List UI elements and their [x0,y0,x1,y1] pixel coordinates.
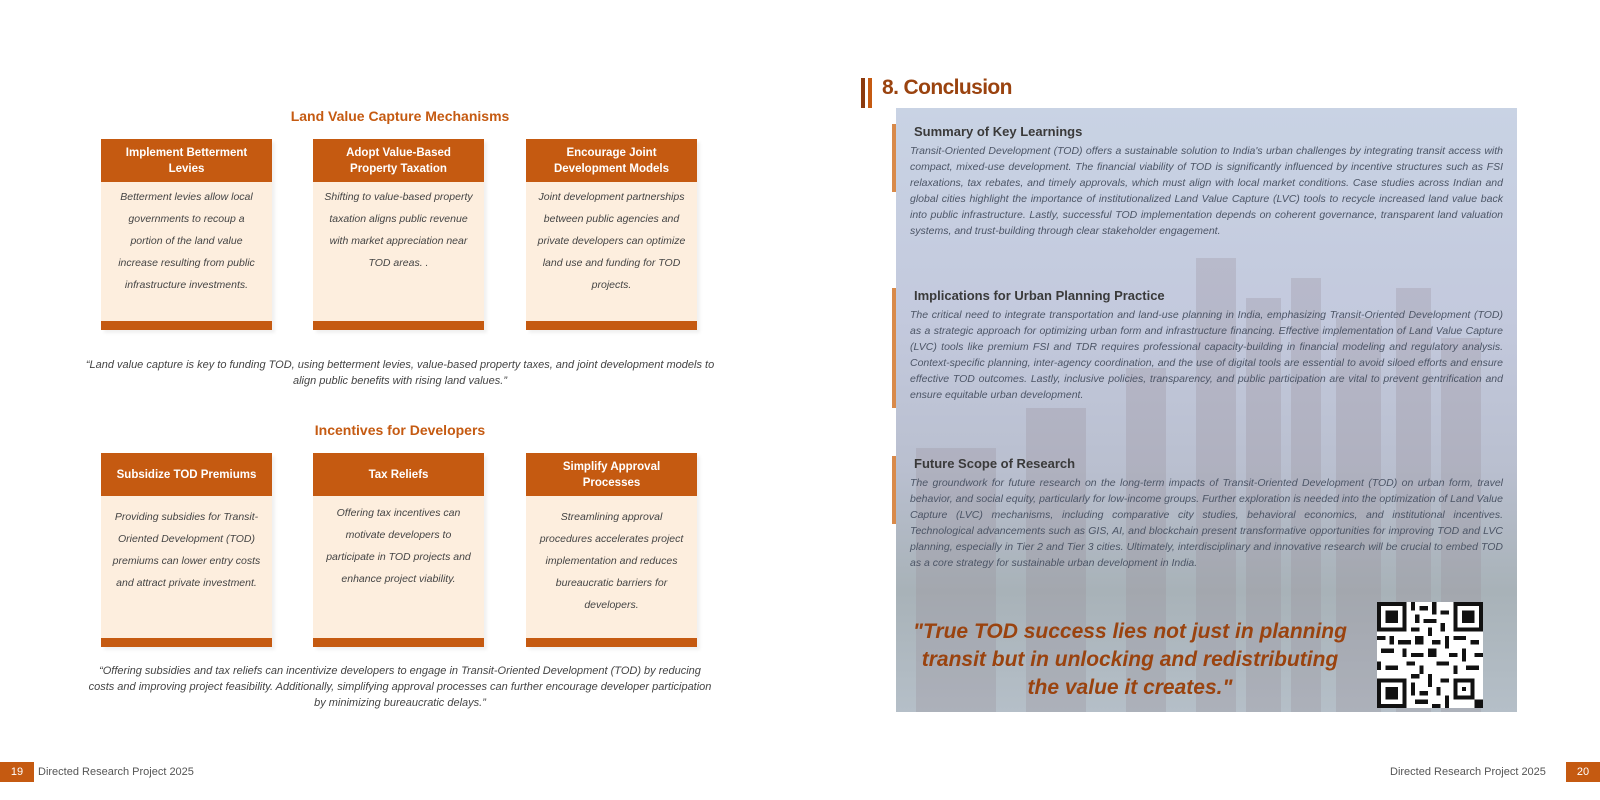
footer-label: Directed Research Project 2025 [38,766,194,778]
card-footer-bar [101,638,272,647]
card-body: Providing subsidies for Transit-Oriented Development (TOD) premiums can lower entry costs and attract private investment. [112,511,261,589]
heading-accent-bar [868,78,872,108]
card-body: Shifting to value-based property taxation aligns public revenue with market appreciation near TOD areas. . [324,191,473,269]
section-marker [892,456,896,524]
card-simplify-approvals [526,453,697,647]
qr-code-icon [1377,602,1483,708]
section-key-learnings [896,124,1517,239]
card-title: Adopt Value-Based Property Taxation [313,139,484,182]
card-title: Implement Betterment Levies [101,139,272,182]
page-number: 20 [1566,762,1600,782]
section-future-scope [896,456,1517,571]
card-title: Tax Reliefs [313,453,484,496]
footer-label: Directed Research Project 2025 [1390,766,1546,778]
incentives-quote: “Offering subsidies and tax reliefs can incentivize developers to engage in Transit-Oriented Development (TOD) by reducing costs and improving project feasibility. Additionally, simplifying approval processes can further encourage developer participation by minimizing bureaucratic delays.” [88,665,712,709]
lvc-section-title: Land Value Capture Mechanisms [290,108,510,124]
card-title: Subsidize TOD Premiums [101,453,272,496]
card-footer-bar [313,321,484,330]
card-betterment-levies [101,139,272,330]
section-title: Implications for Urban Planning Practice [914,288,1165,303]
card-footer-bar [526,638,697,647]
section-text: Transit-Oriented Development (TOD) offers a sustainable solution to India's urban challenges by integrating transit access with compact, mixed-use development. The financial viability of TOD is significantly influenced by incentive structures such as FSI relaxations, tax rebates, and timely approvals, which must align with local market conditions. Case studies across Indian and global cities highlight the importance of institutionalized Land Value Capture (LVC) tools to recycle increased land value back into public infrastructure. Lastly, successful TOD implementation depends on coherent governance, transparent land valuation systems, and trust-building through clear stakeholder engagement. [910,145,1503,237]
card-body: Streamlining approval procedures accelerates project implementation and reduces bureaucratic barriers for developers. [539,511,684,611]
section-marker [892,124,896,192]
card-value-based-taxation [313,139,484,330]
section-implications [896,288,1517,403]
card-body: Betterment levies allow local governments to recoup a portion of the land value increase resulting from public infrastructure investments. [118,191,255,291]
incentives-section-title: Incentives for Developers [314,422,486,438]
page-number: 19 [0,762,34,782]
card-footer-bar [313,638,484,647]
section-marker [892,288,896,408]
card-body: Offering tax incentives can motivate developers to participate in TOD projects and enhance project viability. [326,507,471,585]
card-body: Joint development partnerships between public agencies and private developers can optimize land use and funding for TOD projects. [537,191,686,291]
page-title: 8. Conclusion [882,76,1012,99]
card-footer-bar [101,321,272,330]
heading-accent-bar [861,78,865,108]
lvc-quote: “Land value capture is key to funding TOD, using betterment levies, value-based property taxes, and joint development models to align public benefits with rising land values.” [85,359,715,387]
section-title: Future Scope of Research [914,456,1076,471]
card-joint-development [526,139,697,330]
card-footer-bar [526,321,697,330]
closing-quote: "True TOD success lies not just in planning transit but in unlocking and redistributing the value it creates." [913,620,1347,699]
section-title: Summary of Key Learnings [914,124,1083,139]
card-subsidize-tod-premiums [101,453,272,647]
section-text: The critical need to integrate transportation and land-use planning in India, emphasizing Transit-Oriented Development (TOD) as a strategic approach for optimizing urban form and infrastructure financing. Effective implementation of Land Value Capture (LVC) tools like premium FSI and TDR requires professional capacity-building in financial modeling and regulatory analysis. Context-specific planning, inter-agency coordination, and the use of digital tools are essential to avoid siloed efforts and ensure effective TOD outcomes. Lastly, inclusive policies, transparency, and public participation are vital to prevent gentrification and ensure equitable urban development. [910,309,1503,401]
card-tax-reliefs [313,453,484,647]
card-title: Simplify Approval Processes [526,453,697,496]
section-text: The groundwork for future research on the long-term impacts of Transit-Oriented Development (TOD) on urban form, travel behavior, and social equity, particularly for low-income groups. Further exploration is needed into the optimization of Land Value Capture (LVC) mechanisms, including comparative city studies, behavioral economics, and institutional incentives. Technological advancements such as GIS, AI, and blockchain present transformative opportunities for improving TOD and LVC planning, especially in Tier 2 and Tier 3 cities. Ultimately, interdisciplinary and innovative research will be crucial to embed TOD as a core strategy for sustainable urban development in India. [910,477,1503,569]
card-title: Encourage Joint Development Models [526,139,697,182]
